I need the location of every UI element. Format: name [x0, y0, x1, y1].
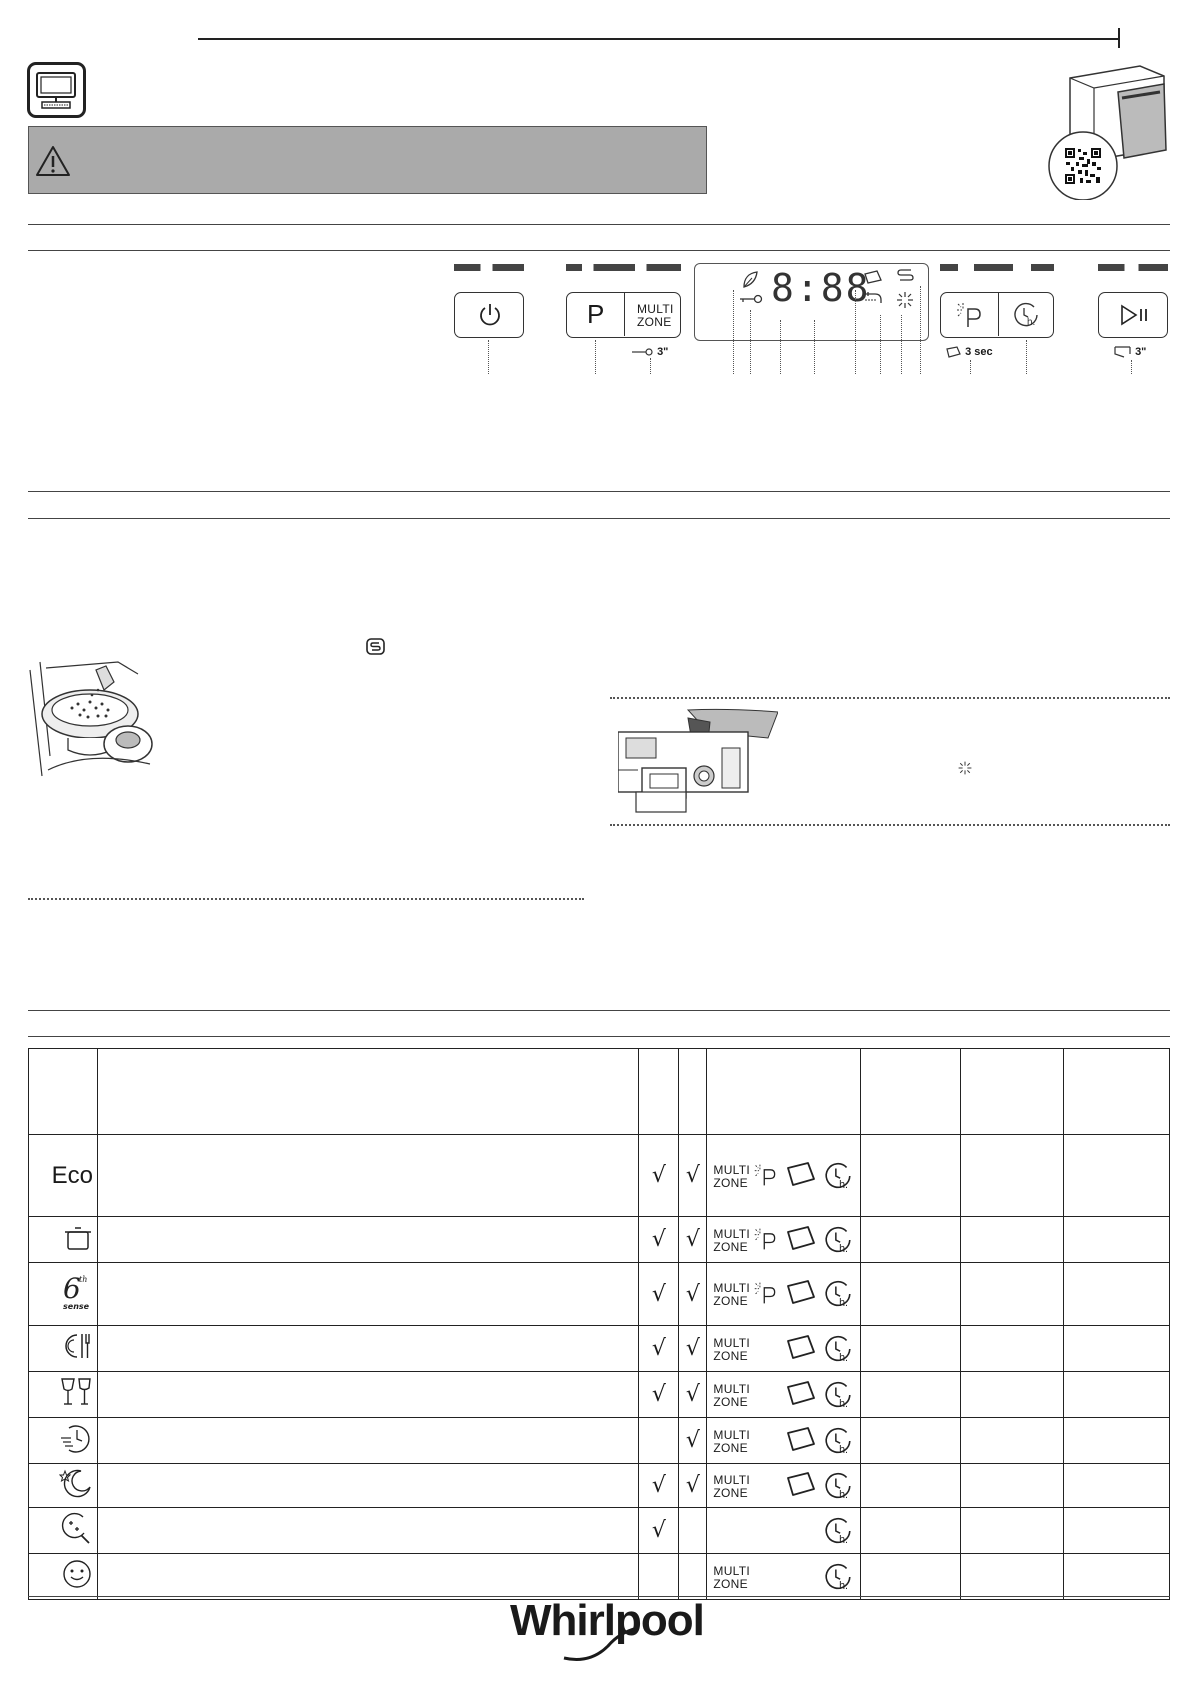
display-digits: 8:88 [771, 266, 871, 310]
warning-box [28, 126, 707, 194]
header-cell [679, 1049, 707, 1135]
data-cell [1064, 1372, 1170, 1418]
callout-line [733, 290, 734, 374]
header-cell [861, 1049, 961, 1135]
delay-button[interactable] [998, 293, 1053, 336]
program-icon-cell [29, 1263, 98, 1326]
checkmark-cell [639, 1263, 679, 1326]
checkmark-cell [679, 1418, 707, 1464]
callout-line [1026, 340, 1027, 374]
program-description-cell [97, 1464, 638, 1508]
power-button[interactable] [454, 292, 524, 338]
tablet-icon [785, 1279, 817, 1310]
multizone-bottom: ZONE [713, 1485, 748, 1500]
multizone-top: MULTI [713, 1281, 751, 1295]
key-lock-icon [739, 294, 763, 304]
multizone-bottom: ZONE [713, 1294, 748, 1308]
svg-text:h.: h. [839, 1533, 849, 1546]
night-moon-icon [59, 1467, 93, 1504]
section-rule [28, 491, 1170, 492]
delay-clock-icon [1012, 301, 1040, 329]
checkmark-cell [639, 1372, 679, 1418]
multizone-bottom: ZONE [713, 1394, 748, 1409]
options-cell [707, 1263, 861, 1326]
checkmark: √ [651, 1227, 666, 1252]
checkmark: √ [651, 1382, 666, 1407]
multizone-option [713, 1383, 750, 1409]
6th-sense-icon [59, 1272, 93, 1317]
rinse-aid-illustration [618, 708, 778, 818]
data-cell [861, 1372, 961, 1418]
table-row [29, 1372, 1170, 1418]
multizone-top: MULTI [713, 1381, 751, 1396]
data-cell [861, 1418, 961, 1464]
checkmark-cell [639, 1464, 679, 1508]
table-row [29, 1326, 1170, 1372]
multizone-top: MULTI [713, 1427, 751, 1442]
quick-clock-icon [59, 1422, 93, 1459]
multizone-option [713, 1337, 750, 1363]
start-hold-note [1114, 346, 1146, 358]
checkmark-cell [639, 1217, 679, 1263]
callout-line [750, 310, 751, 374]
svg-text:h.: h. [839, 1443, 849, 1456]
delay-icon [823, 1562, 853, 1597]
svg-text:h.: h. [839, 1488, 849, 1501]
tablet-icon [785, 1471, 817, 1502]
checkmark: √ [685, 1281, 700, 1307]
options-cell [707, 1464, 861, 1508]
table-row [29, 1263, 1170, 1326]
checkmark: √ [651, 1281, 666, 1307]
salt-indicator-icon [897, 268, 915, 282]
callout-line [920, 286, 921, 374]
checkmark-cell [639, 1135, 679, 1217]
program-icon-cell [29, 1554, 98, 1600]
svg-text:h.: h. [839, 1351, 849, 1364]
salt-refill-illustration [28, 660, 156, 778]
indicator-bar [940, 264, 1054, 271]
display-panel [694, 263, 929, 341]
callout-line [880, 315, 881, 374]
data-cell [961, 1217, 1064, 1263]
options-cell [707, 1217, 861, 1263]
data-cell [1064, 1508, 1170, 1554]
callout-line [780, 320, 781, 374]
multizone-option [713, 1164, 750, 1190]
svg-text:h.: h. [1027, 317, 1036, 328]
pot-icon [63, 1222, 93, 1257]
options-cell [707, 1326, 861, 1372]
delay-icon [823, 1471, 853, 1506]
checkmark-cell [679, 1464, 707, 1508]
callout-line [814, 320, 815, 374]
checkmark-cell [679, 1135, 707, 1217]
self-clean-icon [61, 1558, 93, 1595]
program-description-cell [97, 1326, 638, 1372]
multizone-top: MULTI [713, 1563, 751, 1578]
multizone-option [713, 1474, 750, 1500]
checkmark-cell [639, 1418, 679, 1464]
powerclean-icon [753, 1161, 779, 1194]
svg-text:th: th [78, 1274, 88, 1284]
indicator-bar [454, 264, 524, 271]
svg-text:h.: h. [839, 1296, 849, 1309]
program-description-cell [97, 1263, 638, 1326]
program-description-cell [97, 1508, 638, 1554]
table-row [29, 1508, 1170, 1554]
key-lock-icon [632, 348, 654, 356]
option-button-group [940, 292, 1054, 338]
multizone-hold-note [632, 346, 668, 358]
data-cell [961, 1418, 1064, 1464]
section-rule [28, 1010, 1170, 1011]
table-row [29, 1418, 1170, 1464]
delay-icon [823, 1334, 853, 1369]
multizone-top: MULTI [713, 1162, 751, 1177]
program-description-cell [97, 1554, 638, 1600]
data-cell [1064, 1464, 1170, 1508]
options-cell [707, 1554, 861, 1600]
data-cell [1064, 1418, 1170, 1464]
checkmark: √ [651, 1473, 666, 1498]
programs-table [28, 1048, 1170, 1600]
powerclean-icon [955, 301, 985, 329]
program-description-cell [97, 1217, 638, 1263]
start-pause-button[interactable] [1098, 292, 1168, 338]
checkmark: √ [651, 1163, 666, 1188]
table-row [29, 1554, 1170, 1600]
svg-text:6: 6 [62, 1271, 81, 1305]
tablet-icon [785, 1380, 817, 1411]
data-cell [861, 1135, 961, 1217]
program-description-cell [97, 1418, 638, 1464]
data-cell [961, 1135, 1064, 1217]
tablet-hold-note [946, 346, 993, 358]
dotted-separator [610, 697, 1170, 699]
wine-glasses-icon [59, 1376, 93, 1413]
data-cell [961, 1263, 1064, 1326]
data-cell [861, 1464, 961, 1508]
multizone-bottom: ZONE [713, 1239, 748, 1254]
multizone-hold-value: 3" [657, 346, 669, 358]
brand-name: Whirlpool [510, 1596, 704, 1645]
data-cell [961, 1554, 1064, 1600]
start-hold-value: 3" [1135, 346, 1147, 358]
svg-text:h.: h. [839, 1579, 849, 1592]
program-icon-cell [29, 1326, 98, 1372]
program-button[interactable] [567, 293, 625, 336]
multizone-option [713, 1228, 750, 1254]
program-icon-cell [29, 1464, 98, 1508]
program-icon-cell [29, 1418, 98, 1464]
callout-line [488, 340, 489, 374]
svg-text:h.: h. [839, 1242, 849, 1255]
data-cell [861, 1554, 961, 1600]
program-icon-cell [29, 1135, 98, 1217]
program-icon-cell [29, 1217, 98, 1263]
program-description-cell [97, 1135, 638, 1217]
svg-text:h.: h. [839, 1397, 849, 1410]
svg-text:sense: sense [62, 1301, 90, 1311]
rinse-aid-icon [957, 760, 973, 776]
callout-line [970, 360, 971, 374]
section-rule [28, 1036, 1170, 1037]
rinse-aid-indicator-icon [895, 290, 915, 310]
eco-icon [51, 1161, 93, 1189]
multizone-top: MULTI [637, 302, 674, 316]
water-tap-icon [863, 290, 885, 308]
callout-line [1131, 360, 1132, 374]
data-cell [1064, 1554, 1170, 1600]
data-cell [961, 1372, 1064, 1418]
multizone-bottom: ZONE [713, 1175, 748, 1190]
checkmark-cell [679, 1326, 707, 1372]
tablet-icon [785, 1334, 817, 1365]
dotted-separator [610, 824, 1170, 826]
table-row [29, 1464, 1170, 1508]
options-cell [707, 1418, 861, 1464]
tablet-icon [785, 1426, 817, 1457]
indicator-bar [1098, 264, 1168, 271]
eco-leaf-icon [741, 270, 759, 290]
data-cell [961, 1326, 1064, 1372]
data-cell [861, 1263, 961, 1326]
svg-text:h.: h. [839, 1178, 849, 1191]
checkmark: √ [685, 1382, 700, 1407]
multizone-bottom: ZONE [713, 1576, 748, 1591]
checkmark-cell [639, 1508, 679, 1554]
tablet-icon [785, 1161, 817, 1192]
powerclean-icon [753, 1225, 779, 1258]
whirlpool-swoosh [560, 1624, 650, 1664]
indicator-bar [566, 264, 681, 271]
data-cell [1064, 1263, 1170, 1326]
multizone-option [713, 1429, 750, 1455]
table-header-row [29, 1049, 1170, 1135]
door-open-icon [1114, 346, 1132, 358]
delay-icon [823, 1516, 853, 1551]
options-cell [707, 1372, 861, 1418]
multizone-bottom: ZONE [637, 315, 672, 329]
header-cell [707, 1049, 861, 1135]
tablet-icon [946, 346, 962, 358]
section-rule [28, 518, 1170, 519]
checkmark: √ [685, 1163, 700, 1188]
multizone-top: MULTI [713, 1226, 751, 1241]
delay-icon [823, 1380, 853, 1415]
checkmark-cell [639, 1326, 679, 1372]
tablet-indicator-icon [863, 270, 883, 284]
checkmark-cell [639, 1554, 679, 1600]
checkmark: √ [685, 1473, 700, 1498]
header-cell [29, 1049, 98, 1135]
options-cell [707, 1508, 861, 1554]
dishwasher-qr-illustration [1040, 58, 1170, 200]
play-pause-icon [1119, 304, 1149, 326]
table-row [29, 1135, 1170, 1217]
checkmark: √ [685, 1227, 700, 1252]
multizone-button[interactable] [637, 303, 674, 329]
checkmark: √ [651, 1518, 666, 1543]
checkmark: √ [651, 1336, 666, 1361]
multizone-top: MULTI [713, 1335, 751, 1350]
header-cell [97, 1049, 638, 1135]
tablet-hold-value: 3 sec [965, 346, 993, 358]
checkmark-cell [679, 1554, 707, 1600]
multizone-bottom: ZONE [713, 1440, 748, 1455]
header-cell [639, 1049, 679, 1135]
delay-icon [823, 1279, 853, 1314]
delay-icon [823, 1161, 853, 1196]
multizone-option [713, 1565, 750, 1591]
multizone-option [713, 1282, 750, 1308]
delay-icon [823, 1426, 853, 1461]
section-rule [28, 224, 1170, 225]
warning-triangle-icon [35, 145, 71, 177]
tablet-icon [785, 1225, 817, 1256]
data-cell [861, 1217, 961, 1263]
callout-line [595, 340, 596, 374]
data-cell [861, 1508, 961, 1554]
program-multizone-group [566, 292, 681, 338]
program-description-cell [97, 1372, 638, 1418]
monitor-icon [27, 62, 86, 118]
table-row [29, 1217, 1170, 1263]
callout-line [901, 315, 902, 374]
checkmark: √ [685, 1336, 700, 1361]
program-icon-cell [29, 1508, 98, 1554]
checkmark: √ [685, 1428, 700, 1453]
powerclean-button[interactable] [941, 293, 999, 336]
checkmark-cell [679, 1263, 707, 1326]
program-button-label: P [587, 299, 605, 329]
checkmark-cell [679, 1372, 707, 1418]
options-cell [707, 1135, 861, 1217]
data-cell [1064, 1217, 1170, 1263]
checkmark-cell [679, 1217, 707, 1263]
delay-icon [823, 1225, 853, 1260]
power-icon [477, 302, 503, 328]
data-cell [1064, 1135, 1170, 1217]
data-cell [961, 1464, 1064, 1508]
header-cell [1064, 1049, 1170, 1135]
checkmark-cell [679, 1508, 707, 1554]
section-rule [28, 250, 1170, 251]
plate-cutlery-icon [59, 1331, 93, 1366]
top-rule-tick [1118, 28, 1120, 48]
multizone-top: MULTI [713, 1472, 751, 1487]
program-icon-cell [29, 1372, 98, 1418]
header-cell [961, 1049, 1064, 1135]
multizone-bottom: ZONE [713, 1348, 748, 1363]
callout-line [650, 358, 651, 374]
powerclean-icon [753, 1279, 779, 1312]
salt-icon [366, 638, 386, 656]
dotted-separator [28, 898, 584, 900]
program-label: Eco [51, 1161, 93, 1189]
data-cell [961, 1508, 1064, 1554]
top-rule [198, 38, 1118, 40]
data-cell [1064, 1326, 1170, 1372]
callout-line [855, 290, 856, 374]
prewash-icon [59, 1511, 93, 1550]
data-cell [861, 1326, 961, 1372]
